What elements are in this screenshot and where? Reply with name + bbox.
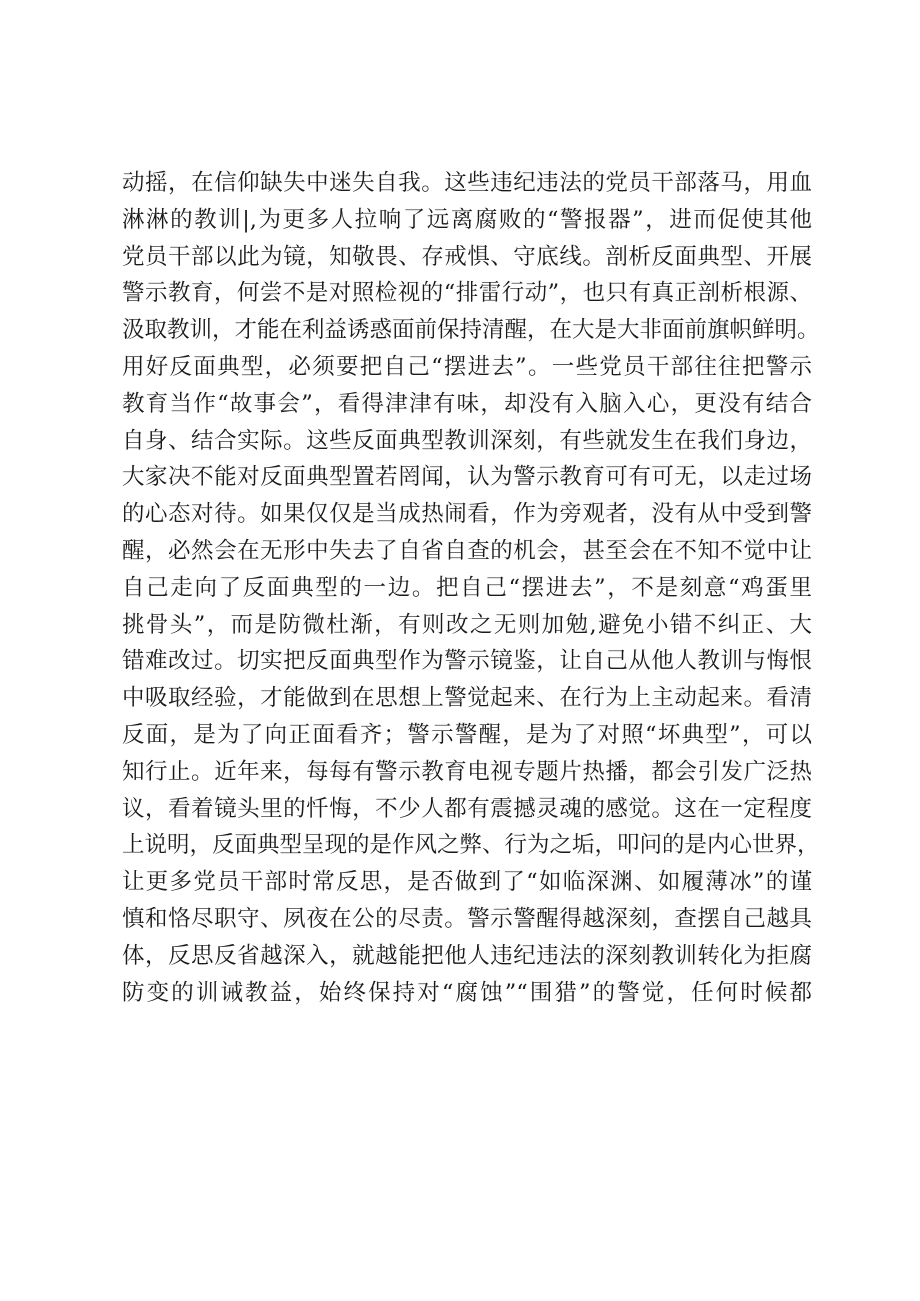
text-line-18: 议，看着镜头里的忏悔，不少人都有震撼灵魂的感觉。这在一定程度 — [122, 795, 812, 822]
text-line-22: 体，反思反省越深入，就越能把他人违纪违法的深刻教训转化为拒腐 — [122, 942, 812, 969]
text-line-6: 用好反面典型，必须要把自己“摆进去”。一些党员干部往往把警示 — [122, 353, 812, 380]
text-line-15: 中吸取经验，才能做到在思想上警觉起来、在行为上主动起来。看清 — [122, 685, 812, 712]
text-line-17: 知行止。近年来，每每有警示教育电视专题片热播，都会引发广泛热 — [122, 758, 812, 785]
text-line-23: 防变的训诫教益，始终保持对“腐蚀”“围猎”的警觉，任何时候都 — [122, 979, 812, 1006]
text-line-21: 慎和恪尽职守、夙夜在公的尽责。警示警醒得越深刻，查摆自己越具 — [122, 905, 812, 932]
text-line-11: 醒，必然会在无形中失去了自省自查的机会，甚至会在不知不觉中让 — [122, 537, 812, 564]
text-line-9: 大家决不能对反面典型置若罔闻，认为警示教育可有可无，以走过场 — [122, 464, 812, 491]
text-line-16: 反面，是为了向正面看齐；警示警醒，是为了对照“坏典型”，可以 — [122, 721, 812, 748]
text-line-19: 上说明，反面典型呈现的是作风之弊、行为之垢，叩问的是内心世界， — [122, 832, 820, 859]
text-line-10: 的心态对待。如果仅仅是当成热闹看，作为旁观者，没有从中受到警 — [122, 501, 812, 528]
text-line-1: 动摇，在信仰缺失中迷失自我。这些违纪违法的党员干部落马，用血 — [122, 170, 812, 196]
body-text — [122, 165, 820, 1011]
text-line-12: 自己走向了反面典型的一边。把自己“摆进去”，不是刻意“鸡蛋里 — [122, 574, 812, 601]
text-line-2: 淋淋的教训|,为更多人拉响了远离腐败的“警报器”，进而促使其他 — [122, 206, 812, 233]
text-line-5: 汲取教训，才能在利益诱惑面前保持清醒，在大是大非面前旗帜鲜明。 — [122, 317, 820, 344]
text-line-20: 让更多党员干部时常反思，是否做到了“如临深渊、如履薄冰”的谨 — [122, 869, 812, 896]
text-line-8: 自身、结合实际。这些反面典型教训深刻，有些就发生在我们身边， — [122, 427, 812, 454]
text-line-3: 党员干部以此为镜，知敬畏、存戒惧、守底线。剖析反面典型、开展 — [122, 243, 812, 270]
text-line-14: 错难改过。切实把反面典型作为警示镜鉴，让自己从他人教训与悔恨 — [122, 648, 812, 675]
text-line-4: 警示教育，何尝不是对照检视的“排雷行动”，也只有真正剖析根源、 — [122, 280, 812, 307]
text-line-13: 挑骨头”，而是防微杜渐，有则改之无则加勉,避免小错不纠正、大 — [122, 611, 812, 638]
text-line-7: 教育当作“故事会”，看得津津有味，却没有入脑入心，更没有结合 — [122, 390, 812, 417]
